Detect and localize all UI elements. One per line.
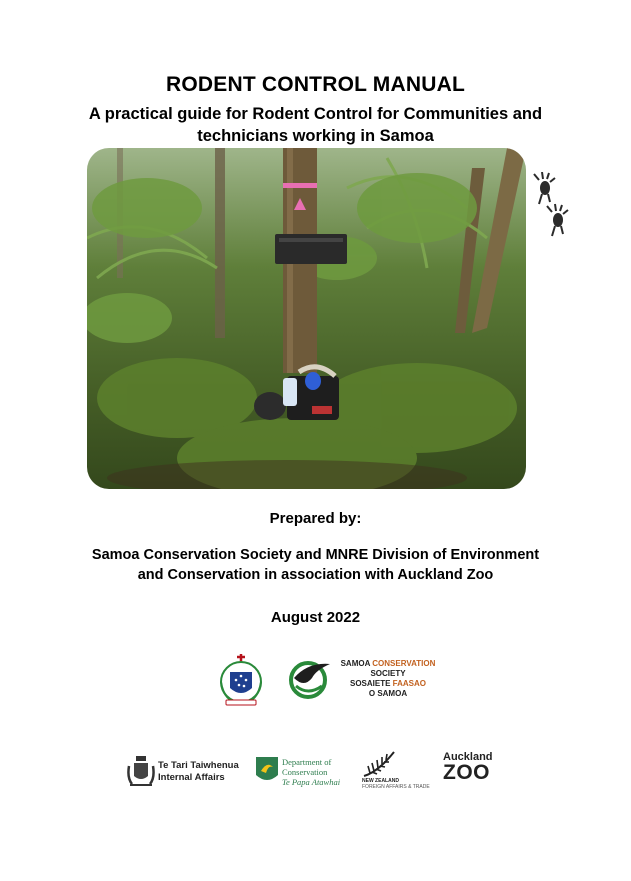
doc-line-2: Conservation xyxy=(282,767,328,777)
doc-line-1: Department of xyxy=(282,757,332,767)
silver-fern-icon xyxy=(362,750,396,778)
scs-line-4: O SAMOA xyxy=(368,689,408,698)
nz-coat-of-arms-icon xyxy=(126,754,156,788)
mfat-text xyxy=(362,778,430,790)
samoa-conservation-society-logo-icon xyxy=(286,658,334,700)
authors xyxy=(40,545,591,585)
publication-date: August 2022 xyxy=(270,609,361,626)
scs-line-1: SAMOA CONSERVATION xyxy=(340,659,436,668)
prepared-by-label: Prepared by: xyxy=(269,510,362,527)
samoa-coat-of-arms-icon xyxy=(216,652,266,708)
internal-affairs-text xyxy=(158,760,239,784)
doc-line-3: Te Papa Atawhai xyxy=(282,777,341,787)
rodent-footprints-icon xyxy=(532,172,572,244)
subtitle-line-2: technicians working in Samoa xyxy=(197,127,434,145)
doc-logo-icon xyxy=(254,755,280,785)
mfat-line-2: FOREIGN AFFAIRS & TRADE xyxy=(362,784,430,790)
samoa-conservation-society-text xyxy=(336,659,440,699)
mfat-line-1: NEW ZEALAND xyxy=(362,778,399,784)
auckland-zoo-line-1: Auckland xyxy=(443,751,493,763)
cover-photo-illustration xyxy=(87,148,526,489)
document-subtitle xyxy=(40,103,591,147)
auckland-zoo-logo xyxy=(443,752,493,783)
authors-line-2: and Conservation in association with Auckland Zoo xyxy=(137,567,494,583)
scs-line-3: SOSAIETE FAASAO xyxy=(349,679,427,688)
scs-line-2: SOCIETY xyxy=(370,669,406,678)
internal-affairs-line-1: Te Tari Taiwhenua xyxy=(158,760,239,771)
document-title: RODENT CONTROL MANUAL xyxy=(166,73,465,96)
authors-line-1: Samoa Conservation Society and MNRE Division of Environment xyxy=(91,547,540,563)
doc-text xyxy=(282,757,340,787)
internal-affairs-line-2: Internal Affairs xyxy=(158,772,225,783)
cover-photo xyxy=(87,148,526,489)
subtitle-line-1: A practical guide for Rodent Control for Communities and xyxy=(88,105,543,123)
auckland-zoo-line-2: ZOO xyxy=(443,761,490,784)
